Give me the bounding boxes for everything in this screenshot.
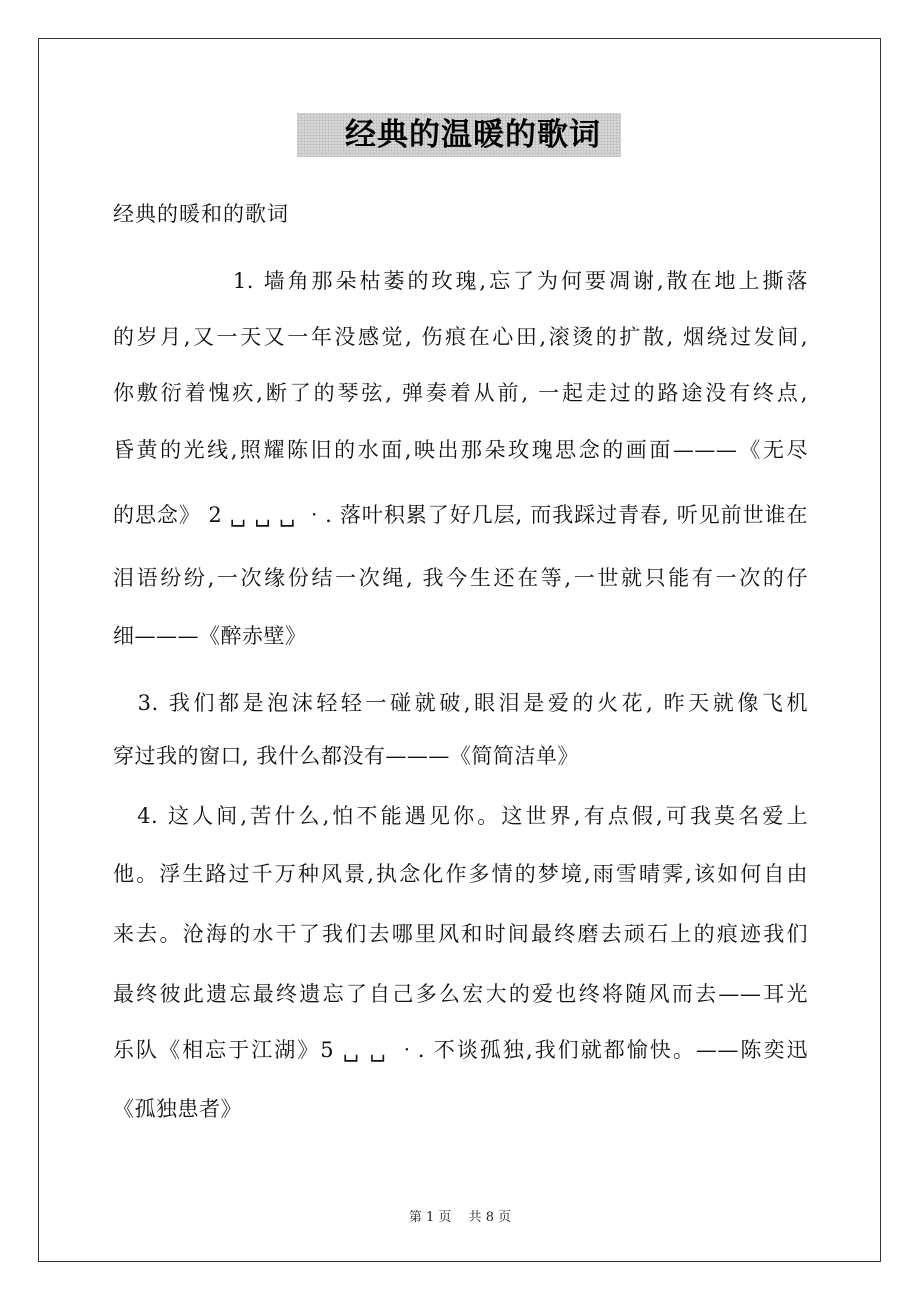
paragraph-line: 来去。沧海的水干了我们去哪里风和时间最终磨去顽石上的痕迹我们 [113, 922, 808, 946]
paragraph-line: 3. 我们都是泡沫轻轻一碰就破,眼泪是爱的火花, 昨天就像飞机 [113, 691, 808, 715]
paragraph-line: 乐队《相忘于江湖》5 ␣ ␣ ‧. 不谈孤独,我们就都愉快。——陈奕迅 [113, 1038, 808, 1062]
paragraph-line: 你敷衍着愧疚,断了的琴弦, 弹奏着从前, 一起走过的路途没有终点, [113, 381, 808, 405]
subtitle: 经典的暖和的歌词 [113, 202, 289, 226]
paragraph-line: 1. 墙角那朵枯萎的玫瑰,忘了为何要凋谢,散在地上撕落 [113, 269, 808, 293]
paragraph-line: 昏黄的光线,照耀陈旧的水面,映出那朵玫瑰思念的画面———《无尽 [113, 438, 808, 462]
page-title: 经典的温暖的歌词 [345, 117, 601, 153]
paragraph-line: 4. 这人间,苦什么,怕不能遇见你。这世界,有点假,可我莫名爱上 [113, 804, 808, 828]
page-number: 第 1 页 共 8 页 [408, 1210, 512, 1225]
paragraph-line: 泪语纷纷,一次缘份结一次绳, 我今生还在等,一世就只能有一次的仔 [113, 566, 808, 590]
paragraph-line: 的思念》 2 ␣ ␣ ␣ ‧. 落叶积累了好几层, 而我踩过青春, 听见前世谁在 [113, 503, 808, 527]
paragraph-line: 最终彼此遗忘最终遗忘了自己多么宏大的爱也终将随风而去——耳光 [113, 982, 808, 1006]
paragraph-line: 他。浮生路过千万种风景,执念化作多情的梦境,雨雪晴霁,该如何自由 [113, 862, 808, 886]
paragraph-line: 的岁月,又一天又一年没感觉, 伤痕在心田,滚烫的扩散, 烟绕过发间, [113, 325, 808, 349]
paragraph-line: 细———《醉赤壁》 [113, 624, 307, 648]
paragraph-line: 穿过我的窗口, 我什么都没有———《简简洁单》 [113, 744, 579, 768]
title-banner [297, 113, 621, 157]
paragraph-line: 《孤独患者》 [113, 1097, 242, 1121]
